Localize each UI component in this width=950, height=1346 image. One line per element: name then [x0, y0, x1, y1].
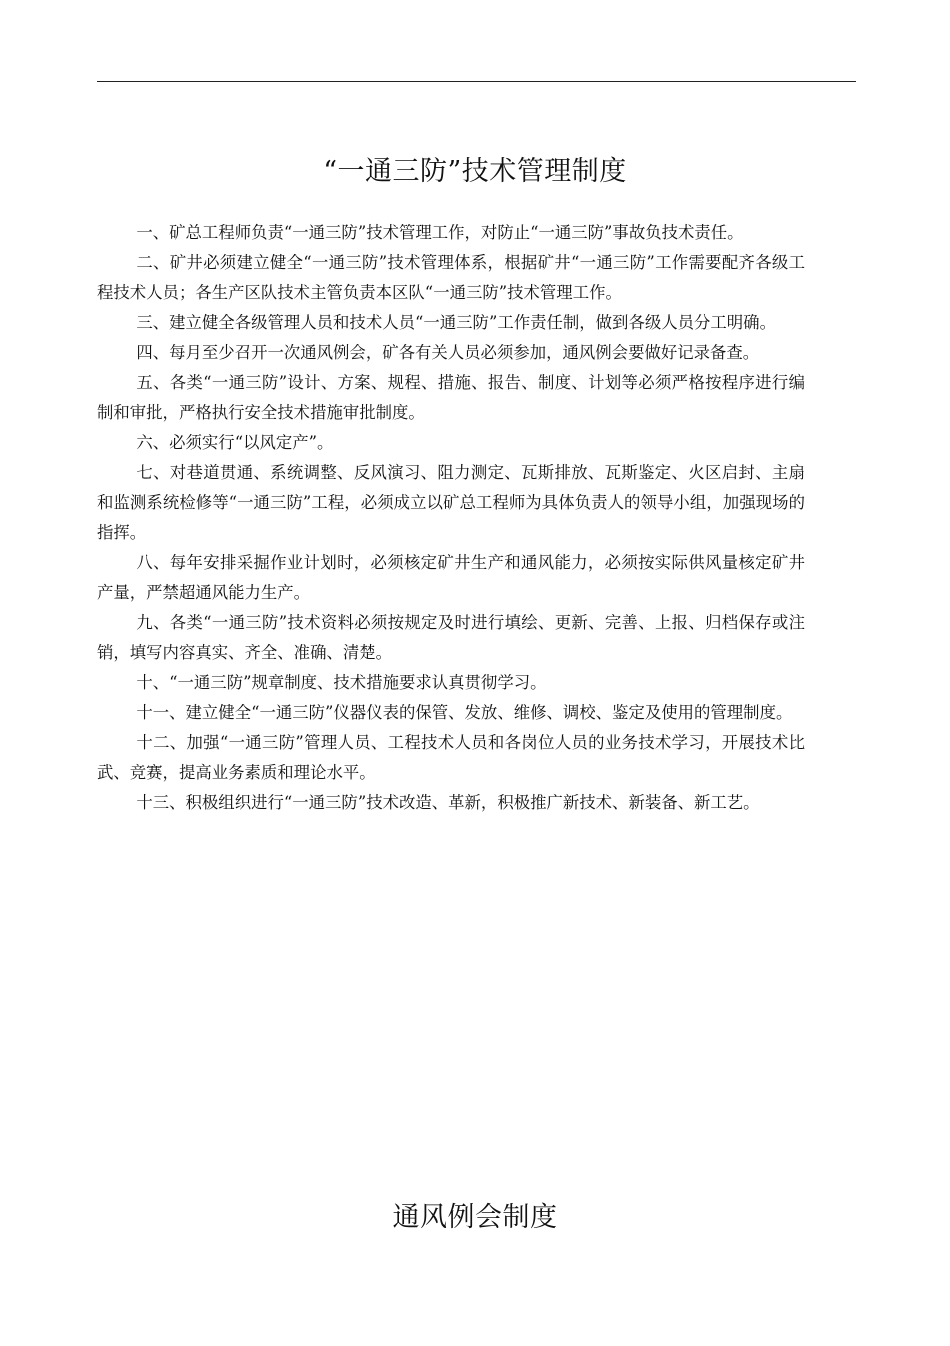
paragraph-4: 四、每月至少召开一次通风例会，矿各有关人员必须参加，通风例会要做好记录备查。	[136, 343, 760, 362]
paragraph-9: 九、各类“一通三防”技术资料必须按规定及时进行填绘、更新、完善、上报、归档保存或注销，填写内容真实、齐全、准确、清楚。	[97, 613, 805, 662]
paragraph-12: 十二、加强“一通三防”管理人员、工程技术人员和各岗位人员的业务技术学习，开展技术比武、竞赛，提高业务素质和理论水平。	[97, 733, 805, 782]
paragraph-3: 三、建立健全各级管理人员和技术人员“一通三防”工作责任制，做到各级人员分工明确。	[136, 313, 776, 332]
paragraph-10: 十、“一通三防”规章制度、技术措施要求认真贯彻学习。	[136, 673, 547, 692]
paragraph-13: 十三、积极组织进行“一通三防”技术改造、革新，积极推广新技术、新装备、新工艺。	[136, 793, 760, 812]
paragraph-7: 七、对巷道贯通、系统调整、反风演习、阻力测定、瓦斯排放、瓦斯鉴定、火区启封、主扇和监测系统检修等“一通三防”工程，必须成立以矿总工程师为具体负责人的领导小组，加强现场的指挥。	[97, 463, 805, 542]
paragraph-2: 二、矿井必须建立健全“一通三防”技术管理体系，根据矿井“一通三防”工作需要配齐各级工程技术人员；各生产区队技术主管负责本区队“一通三防”技术管理工作。	[97, 253, 805, 302]
paragraph-1: 一、矿总工程师负责“一通三防”技术管理工作，对防止“一通三防”事故负技术责任。	[136, 223, 744, 242]
paragraph-11: 十一、建立健全“一通三防”仪器仪表的保管、发放、维修、调校、鉴定及使用的管理制度。	[136, 703, 793, 722]
paragraph-5: 五、各类“一通三防”设计、方案、规程、措施、报告、制度、计划等必须严格按程序进行编制和审批，严格执行安全技术措施审批制度。	[97, 373, 805, 422]
paragraph-8: 八、每年安排采掘作业计划时，必须核定矿井生产和通风能力，必须按实际供风量核定矿井产量，严禁超通风能力生产。	[97, 553, 805, 602]
page-title: “一通三防”技术管理制度	[323, 156, 627, 187]
header-rule	[97, 81, 856, 82]
paragraph-6: 六、必须实行“以风定产”。	[136, 433, 334, 452]
document-body	[97, 218, 805, 818]
section-title: 通风例会制度	[392, 1202, 558, 1233]
